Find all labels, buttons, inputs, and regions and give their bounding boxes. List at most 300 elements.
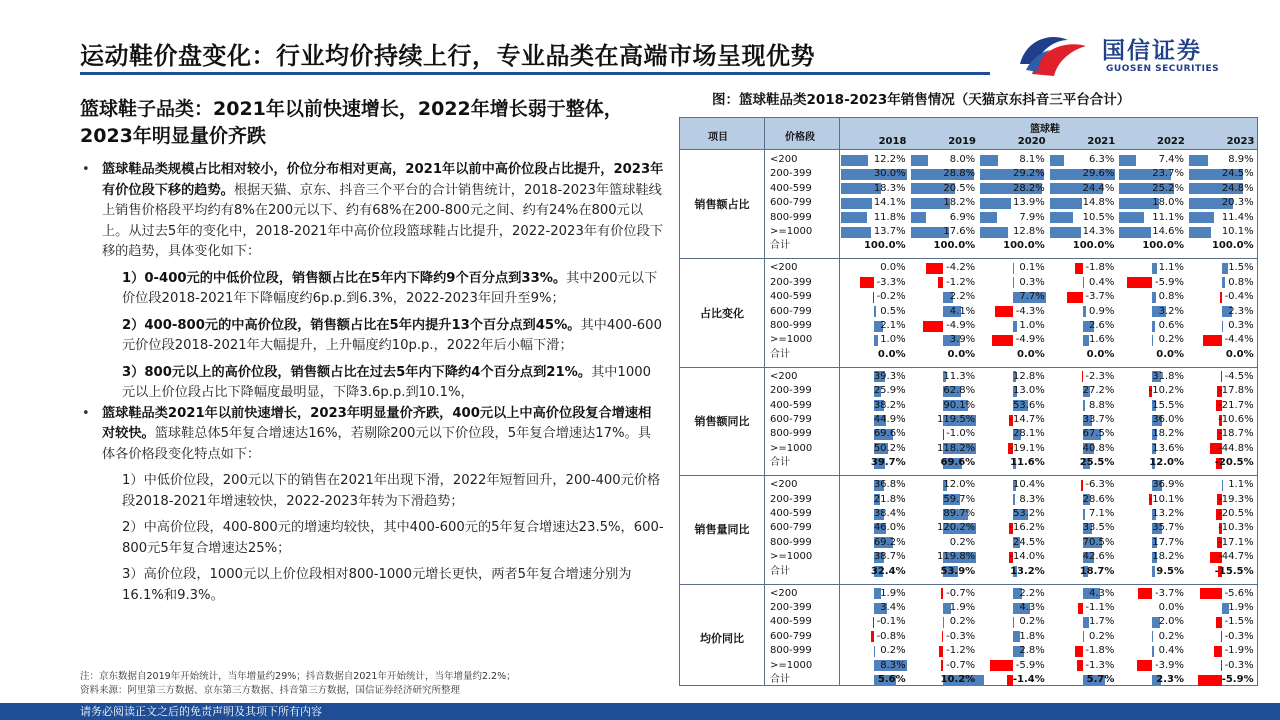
value-cell <box>1187 290 1257 304</box>
group-divider <box>680 258 1257 259</box>
value-label: 1.7% <box>1088 616 1115 628</box>
value-label: -1.8% <box>1085 262 1115 274</box>
table-row <box>680 153 1257 167</box>
value-label: 33.7% <box>1082 414 1115 425</box>
value-cell <box>909 153 979 167</box>
value-cell <box>1048 239 1118 253</box>
value-cell <box>839 348 909 362</box>
value-label: 14.6% <box>1152 226 1184 237</box>
value-bar <box>1222 321 1223 332</box>
title-rule <box>80 72 990 75</box>
value-cell <box>1048 442 1118 456</box>
value-label: 0.2% <box>1019 616 1045 628</box>
value-cell <box>1117 565 1187 579</box>
value-cell <box>909 507 979 521</box>
price-band: <200 <box>770 370 798 382</box>
value-cell <box>909 261 979 275</box>
value-label: 31.8% <box>1152 370 1184 382</box>
value-label: -6.3% <box>1085 479 1115 491</box>
header-price: 价格段 <box>785 132 815 143</box>
value-cell <box>909 565 979 579</box>
value-cell <box>839 456 909 470</box>
value-label: -4.9% <box>1015 334 1045 346</box>
value-cell <box>1187 615 1257 629</box>
value-label: 10.4% <box>1013 479 1045 491</box>
value-label: -1.2% <box>946 276 976 288</box>
price-band: 合计 <box>770 348 790 360</box>
value-bar <box>1221 631 1222 642</box>
value-cell <box>978 348 1048 362</box>
sub-item-text: 1）中低价位段，200元以下的销售在2021年出现下滑，2022年短暂回升，200-400元价格段2018-2021年增速较快，2022-2023年转为下滑趋势； <box>122 473 661 509</box>
group-label: 销售额占比 <box>694 198 750 212</box>
sub-item-bold: 2）400-800元的中高价位段，销售额占比在5年内提升13个百分点到45%。 <box>122 317 581 333</box>
value-cell <box>1117 507 1187 521</box>
value-label: 0.4% <box>1158 645 1184 657</box>
value-label: 0.2% <box>1088 630 1115 642</box>
value-cell <box>839 630 909 644</box>
price-band: 200-399 <box>770 385 812 397</box>
value-cell <box>1187 521 1257 535</box>
value-bar <box>943 617 944 628</box>
table-row <box>680 276 1257 290</box>
price-band: <200 <box>770 479 798 491</box>
value-label: 29.6% <box>1082 168 1115 180</box>
value-cell <box>1187 399 1257 413</box>
value-label: 2.6% <box>1088 320 1115 331</box>
value-cell <box>909 211 979 225</box>
price-band: <200 <box>770 154 798 165</box>
value-label: -0.1% <box>876 616 906 628</box>
value-cell <box>1117 442 1187 456</box>
section-heading: 篮球鞋子品类：2021年以前快速增长，2022年增长弱于整体，2023年明显量价齐跌 <box>80 98 623 147</box>
year-header: 2022 <box>1157 136 1185 147</box>
value-bar <box>1152 292 1155 303</box>
value-label: 3.9% <box>949 334 976 346</box>
table-row <box>680 565 1257 579</box>
value-label: 12.8% <box>1013 226 1045 237</box>
value-cell <box>1117 305 1187 319</box>
value-cell <box>909 536 979 550</box>
value-label: -4.9% <box>946 320 976 331</box>
value-cell <box>978 521 1048 535</box>
value-label: 12.8% <box>1013 370 1045 382</box>
value-label: 2.8% <box>1019 645 1045 657</box>
value-cell <box>978 493 1048 507</box>
value-label: 23.7% <box>1152 168 1184 180</box>
table-row <box>680 601 1257 615</box>
value-label: 100.0% <box>1072 240 1115 252</box>
value-label: 100.0% <box>1003 240 1045 252</box>
value-cell <box>978 442 1048 456</box>
value-cell <box>839 384 909 398</box>
data-source: 资料来源：阿里第三方数据、京东第三方数据、抖音第三方数据，国信证券经济研究所整理 <box>80 685 461 696</box>
value-bar <box>874 646 875 657</box>
value-cell <box>1048 615 1118 629</box>
value-label: 1.9% <box>880 587 906 599</box>
value-cell <box>1048 550 1118 564</box>
value-label: 35.7% <box>1152 522 1184 534</box>
value-label: 8.0% <box>949 154 976 165</box>
price-band: 400-599 <box>770 508 812 519</box>
value-label: -44.7% <box>1218 551 1254 563</box>
value-cell <box>978 644 1048 658</box>
value-label: -1.0% <box>946 428 976 440</box>
value-label: 18.2% <box>943 197 976 209</box>
value-label: 8.1% <box>1019 154 1045 165</box>
value-bar <box>1138 588 1153 599</box>
value-bar <box>1013 617 1014 628</box>
bullet-item <box>80 160 664 263</box>
value-label: 2.3% <box>1228 305 1254 317</box>
value-cell <box>839 290 909 304</box>
value-cell <box>1048 673 1118 687</box>
price-band: >=1000 <box>770 659 813 671</box>
value-cell <box>1117 659 1187 673</box>
table-row <box>680 290 1257 304</box>
value-bar <box>992 335 1013 346</box>
value-bar <box>995 306 1013 317</box>
value-cell <box>839 196 909 210</box>
value-cell <box>1117 290 1187 304</box>
value-cell <box>1048 225 1118 239</box>
value-label: 12.0% <box>943 479 976 491</box>
value-cell <box>909 550 979 564</box>
value-cell <box>909 348 979 362</box>
value-label: 0.4% <box>1088 276 1115 288</box>
value-cell <box>1048 427 1118 441</box>
value-label: 3.2% <box>1158 305 1184 317</box>
value-cell <box>978 290 1048 304</box>
year-header: 2018 <box>878 136 907 147</box>
value-cell <box>839 167 909 181</box>
table-row <box>680 493 1257 507</box>
value-label: -0.3% <box>946 630 976 642</box>
value-bar <box>1077 660 1082 671</box>
value-cell <box>1187 276 1257 290</box>
value-cell <box>1048 399 1118 413</box>
value-cell <box>1117 673 1187 687</box>
value-cell <box>909 442 979 456</box>
price-band: 600-799 <box>770 630 812 642</box>
value-label: 25.2% <box>1152 182 1184 194</box>
value-label: -5.9% <box>1154 276 1184 288</box>
value-cell <box>1117 550 1187 564</box>
value-label: -17.8% <box>1218 385 1254 397</box>
value-label: -1.9% <box>1224 645 1254 657</box>
value-label: -10.1% <box>1148 493 1184 505</box>
value-cell <box>909 239 979 253</box>
value-cell <box>839 276 909 290</box>
value-cell <box>1187 587 1257 601</box>
value-cell <box>909 478 979 492</box>
value-label: 24.5% <box>1221 168 1254 180</box>
table-row <box>680 644 1257 658</box>
value-label: 0.0% <box>947 348 976 360</box>
value-label: 4.3% <box>1019 602 1045 613</box>
value-bar <box>1220 292 1222 303</box>
value-bar <box>1152 263 1157 274</box>
value-bar <box>942 631 943 642</box>
value-cell <box>1187 601 1257 615</box>
value-bar <box>841 227 871 238</box>
value-label: -5.9% <box>1221 674 1254 685</box>
price-band: 800-999 <box>770 428 812 440</box>
value-bar <box>923 321 944 332</box>
value-cell <box>1187 630 1257 644</box>
value-cell <box>1048 456 1118 470</box>
year-header: 2019 <box>948 136 977 147</box>
value-cell <box>1117 427 1187 441</box>
value-cell <box>1117 261 1187 275</box>
value-bar <box>939 646 944 657</box>
value-cell <box>1117 587 1187 601</box>
value-cell <box>839 587 909 601</box>
value-bar <box>980 212 997 223</box>
sub-item <box>102 269 664 310</box>
value-cell <box>1117 276 1187 290</box>
value-label: 0.0% <box>880 262 906 274</box>
value-cell <box>978 550 1048 564</box>
value-cell <box>1187 167 1257 181</box>
value-label: 36.9% <box>1152 479 1184 491</box>
value-cell <box>1187 261 1257 275</box>
value-cell <box>1187 550 1257 564</box>
value-cell <box>839 442 909 456</box>
value-bar <box>860 277 874 288</box>
value-label: 29.2% <box>1013 168 1045 180</box>
value-label: 10.1% <box>1221 226 1254 237</box>
value-label: 11.8% <box>873 211 906 223</box>
value-cell <box>978 659 1048 673</box>
value-bar <box>1083 509 1085 520</box>
value-label: -10.2% <box>1148 385 1184 397</box>
value-cell <box>909 399 979 413</box>
value-label: 33.5% <box>1082 522 1115 534</box>
value-label: 38.4% <box>873 508 906 519</box>
value-cell <box>978 225 1048 239</box>
sub-item <box>102 518 664 559</box>
value-cell <box>978 276 1048 290</box>
value-label: -17.1% <box>1218 536 1254 548</box>
value-cell <box>909 587 979 601</box>
value-label: 42.6% <box>1082 551 1115 563</box>
value-label: 0.3% <box>1228 320 1254 331</box>
value-cell <box>839 644 909 658</box>
value-label: 0.0% <box>1086 348 1115 360</box>
value-label: -18.7% <box>1218 428 1254 440</box>
table-row <box>680 630 1257 644</box>
value-label: -4.4% <box>1224 334 1254 346</box>
value-bar <box>874 335 878 346</box>
value-cell <box>839 478 909 492</box>
value-label: 2.0% <box>1158 616 1184 628</box>
value-label: 25.5% <box>1079 457 1115 469</box>
value-label: 5.7% <box>1086 674 1115 685</box>
logo-text-cn: 国信证券 <box>1102 38 1202 64</box>
value-bar <box>1083 400 1085 411</box>
value-bar <box>980 227 1008 238</box>
value-label: 0.0% <box>1158 602 1184 613</box>
value-cell <box>1048 211 1118 225</box>
value-label: 0.0% <box>1225 348 1254 360</box>
value-label: 69.6% <box>940 457 976 469</box>
value-label: 4.1% <box>949 305 976 317</box>
value-label: 25.9% <box>873 385 906 397</box>
data-note: 注：京东数据自2019年开始统计，当年增量约29%；抖音数据自2021年开始统计，当年增量约2.2%； <box>80 671 516 682</box>
value-label: 100.0% <box>1211 240 1254 252</box>
value-label: 18.0% <box>1152 197 1184 209</box>
value-label: -0.8% <box>876 630 906 642</box>
value-bar <box>1221 371 1222 382</box>
value-cell <box>978 587 1048 601</box>
price-band: <200 <box>770 262 798 274</box>
value-cell <box>1187 565 1257 579</box>
value-bar <box>1050 212 1073 223</box>
value-label: 50.2% <box>873 442 906 454</box>
value-label: 3.4% <box>880 602 906 613</box>
value-label: 0.9% <box>1088 305 1115 317</box>
value-label: 0.0% <box>1156 348 1184 360</box>
value-cell <box>1048 565 1118 579</box>
value-bar <box>980 155 998 166</box>
group-label: 占比变化 <box>700 306 744 320</box>
value-cell <box>1117 399 1187 413</box>
value-bar <box>1189 212 1214 223</box>
group-label: 均价同比 <box>700 631 744 645</box>
value-label: 1.9% <box>949 602 976 613</box>
value-label: 11.4% <box>1221 211 1254 223</box>
value-cell <box>978 239 1048 253</box>
value-label: -14.0% <box>1009 551 1045 563</box>
table-row <box>680 673 1257 687</box>
value-label: -15.5% <box>1214 565 1254 577</box>
value-cell <box>1117 413 1187 427</box>
table-row <box>680 348 1257 362</box>
value-label: 13.0% <box>1013 385 1045 397</box>
sub-item-text: 其中1000元以上价位段占比下降幅度最明显，下降3.6p.p.到10.1%， <box>122 364 651 400</box>
value-bar <box>1082 371 1083 382</box>
value-cell <box>1048 659 1118 673</box>
price-band: 合计 <box>770 565 790 577</box>
value-cell <box>1048 348 1118 362</box>
group-divider <box>680 475 1257 476</box>
value-label: 0.8% <box>1228 276 1254 288</box>
table-row <box>680 399 1257 413</box>
value-label: 1.8% <box>1019 630 1045 642</box>
value-cell <box>1117 536 1187 550</box>
value-label: 0.2% <box>949 536 976 548</box>
value-label: 28.8% <box>943 168 976 180</box>
value-cell <box>839 239 909 253</box>
price-band: >=1000 <box>770 334 813 346</box>
value-label: -19.1% <box>1009 442 1045 454</box>
value-cell <box>909 427 979 441</box>
value-label: 90.1% <box>943 399 976 411</box>
value-cell <box>1048 536 1118 550</box>
value-cell <box>839 370 909 384</box>
table-row <box>680 659 1257 673</box>
sub-item <box>102 471 664 512</box>
value-label: 10.2% <box>940 674 976 685</box>
value-cell <box>839 536 909 550</box>
value-bar <box>1013 277 1014 288</box>
value-cell <box>909 196 979 210</box>
value-bar <box>1119 155 1135 166</box>
value-label: 17.6% <box>943 226 976 237</box>
value-cell <box>909 493 979 507</box>
table-row <box>680 478 1257 492</box>
value-cell <box>839 413 909 427</box>
page-title: 运动鞋价盘变化：行业均价持续上行，专业品类在高端市场呈现优势 <box>80 42 815 70</box>
value-label: 14.8% <box>1082 197 1115 209</box>
value-bar <box>1198 675 1221 686</box>
table-row <box>680 427 1257 441</box>
value-label: 14.3% <box>1082 226 1115 237</box>
value-bar <box>1050 155 1064 166</box>
value-cell <box>839 565 909 579</box>
table-row <box>680 507 1257 521</box>
figure-title: 图：篮球鞋品类2018-2023年销售情况（天猫京东抖音三平台合计） <box>712 92 1131 108</box>
group-divider <box>680 367 1257 368</box>
value-label: 46.0% <box>873 522 906 534</box>
value-label: 100.0% <box>863 240 906 252</box>
table-row <box>680 521 1257 535</box>
value-cell <box>909 182 979 196</box>
value-cell <box>839 673 909 687</box>
value-cell <box>1048 276 1118 290</box>
value-label: 28.2% <box>1013 182 1045 194</box>
value-label: 59.7% <box>943 493 976 505</box>
value-cell <box>978 211 1048 225</box>
value-label: 4.3% <box>1088 587 1115 599</box>
value-label: -2.3% <box>1085 370 1115 382</box>
value-label: 6.9% <box>949 211 976 223</box>
value-label: 36.8% <box>873 479 906 491</box>
value-cell <box>978 261 1048 275</box>
value-cell <box>978 427 1048 441</box>
value-label: 7.7% <box>1019 291 1045 303</box>
value-cell <box>978 333 1048 347</box>
value-cell <box>1187 182 1257 196</box>
value-cell <box>1048 370 1118 384</box>
value-cell <box>1187 348 1257 362</box>
value-cell <box>1048 478 1118 492</box>
value-label: 0.0% <box>1017 348 1045 360</box>
value-bar <box>1189 227 1211 238</box>
value-label: 39.3% <box>873 370 906 382</box>
value-cell <box>1187 478 1257 492</box>
value-label: 18.2% <box>1152 551 1184 563</box>
value-bar <box>1075 263 1083 274</box>
value-label: 12.2% <box>873 154 906 165</box>
sub-item <box>102 316 664 357</box>
value-bar <box>1189 155 1208 166</box>
value-cell <box>1117 456 1187 470</box>
value-cell <box>909 225 979 239</box>
value-bar <box>871 631 874 642</box>
table-row <box>680 167 1257 181</box>
value-label: 0.5% <box>880 305 906 317</box>
value-bar <box>1081 480 1083 491</box>
value-bar <box>1152 566 1155 577</box>
value-label: 9.5% <box>1156 565 1184 577</box>
table-row <box>680 182 1257 196</box>
value-cell <box>839 601 909 615</box>
value-label: 0.2% <box>949 616 976 628</box>
value-label: 1.9% <box>1228 602 1254 613</box>
value-cell <box>1187 644 1257 658</box>
value-bar <box>938 277 943 288</box>
